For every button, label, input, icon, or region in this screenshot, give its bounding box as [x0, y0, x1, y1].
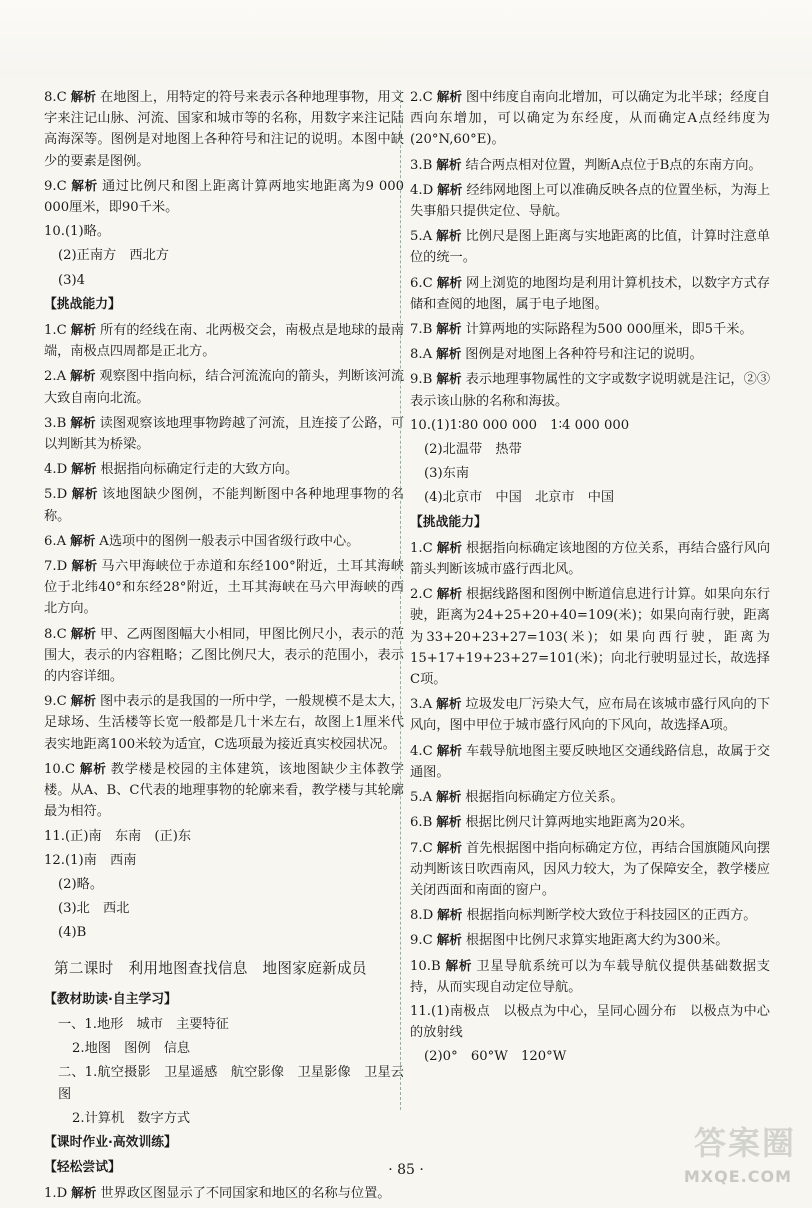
answer-text: (1)南 西南 — [64, 852, 137, 868]
answer-text: 首先根据图中指向标确定方位，再结合国旗随风向摆动判断该日吹西南风，因风力较大，为了保障安全，教学楼应关闭西面和南面的窗户。 — [410, 840, 771, 898]
answer-text: 马六甲海峡位于赤道和东经100°附近，土耳其海峡位于北纬40°和东经28°附近，土耳其海峡在马六甲海峡的西北方向。 — [44, 559, 404, 617]
answer-item — [44, 319, 404, 362]
column-divider — [400, 90, 401, 1110]
analysis-tag: 解析 — [437, 181, 463, 197]
watermark-url: MXQE.COM — [683, 1167, 792, 1186]
answer-item — [44, 86, 404, 172]
answer-item — [410, 740, 770, 783]
analysis-tag: 解析 — [436, 89, 462, 104]
section-heading: 【挑战能力】 — [410, 514, 487, 530]
answer-number: 8.C — [44, 90, 67, 105]
answer-item — [410, 583, 770, 690]
analysis-tag: 解析 — [436, 814, 462, 830]
answer-text: 2.地图 图例 信息 — [72, 1041, 191, 1057]
answer-text: (4)B — [58, 925, 87, 941]
answer-text: 车载导航地图主要反映地区交通线路信息，故属于交通图。 — [410, 743, 771, 780]
answer-text: 根据指向标确定方位关系。 — [465, 790, 624, 806]
answer-text: (2)0° 60°W 120°W — [424, 1049, 567, 1065]
answer-item — [44, 850, 404, 871]
section-heading: 【教材助读·自主学习】 — [44, 991, 177, 1007]
analysis-tag: 解析 — [71, 558, 98, 574]
answer-number: 7.B — [410, 322, 433, 338]
analysis-tag: 解析 — [436, 228, 462, 244]
answer-text: 教学楼是校园的主体建筑，该地图缺少主体教学楼。从A、B、C代表的地理事物的轮廓来看，教学楼与其轮廓最为相符。 — [44, 761, 404, 820]
answer-item — [410, 786, 770, 808]
analysis-tag: 解析 — [436, 789, 462, 805]
answer-item — [410, 487, 770, 508]
answer-item — [410, 837, 770, 902]
analysis-tag: 解析 — [71, 486, 99, 502]
answer-number: 11. — [410, 1003, 431, 1019]
answer-text: 世界政区图显示了不同国家和地区的名称与位置。 — [100, 1186, 391, 1202]
answer-item — [44, 690, 404, 755]
answer-number: 7.C — [410, 840, 433, 856]
answer-item — [44, 245, 404, 266]
answer-item — [410, 86, 770, 151]
answer-text: 网上浏览的地图均是利用计算机技术，以数字方式存储和查阅的地图，属于电子地图。 — [410, 275, 771, 312]
analysis-tag: 解析 — [70, 625, 96, 641]
answer-text: 观察图中指向标，结合河流流向的箭头，判断该河流大致自南向北流。 — [44, 369, 405, 406]
answer-text: 表示地理事物属性的文字或数字说明就是注记，②③表示该山脉的名称和海拔。 — [410, 372, 771, 409]
answer-text: (1)略。 — [64, 224, 111, 240]
answer-text: 图例是对地图上各种符号和注记的说明。 — [465, 347, 703, 363]
analysis-tag: 解析 — [436, 346, 462, 362]
answer-item — [44, 458, 404, 480]
answer-text: 根据指向标确定该地图的方位关系，再结合盛行风向箭头判断该城市盛行西北风。 — [410, 540, 771, 578]
answer-item — [44, 1108, 404, 1129]
answer-number: 3.B — [410, 157, 433, 173]
page-number: · 85 · — [388, 1162, 424, 1178]
answer-number: 8.D — [410, 908, 434, 924]
answer-item — [44, 898, 404, 919]
answer-text: 根据图中比例尺求算实地距离大约为300米。 — [465, 933, 729, 949]
answer-text: A选项中的图例一般表示中国省级行政中心。 — [99, 533, 360, 549]
answer-number: 11. — [44, 828, 65, 844]
answer-item — [410, 955, 770, 998]
answer-item — [44, 623, 404, 688]
answer-item — [44, 922, 404, 943]
analysis-tag: 解析 — [71, 461, 97, 477]
analysis-tag: 解析 — [436, 742, 462, 758]
answer-number: 3.B — [44, 415, 67, 431]
analysis-tag: 解析 — [436, 156, 462, 172]
answer-number: 5.A — [410, 790, 433, 806]
answer-text: (正)南 东南 (正)东 — [64, 828, 192, 844]
answer-item — [44, 874, 404, 895]
answer-item — [410, 154, 770, 176]
analysis-tag: 解析 — [436, 932, 462, 948]
analysis-tag: 解析 — [70, 414, 96, 430]
answer-item — [44, 365, 404, 408]
answer-number: 9.C — [44, 178, 67, 194]
answer-number: 5.A — [410, 229, 433, 245]
answer-item — [44, 221, 404, 242]
watermark-logo-text: 答案圈 — [693, 1124, 796, 1162]
section-heading: 【轻松尝试】 — [44, 1160, 121, 1176]
answer-text: 甲、乙两图图幅大小相同，甲图比例尺小，表示的范围大，表示的内容粗略；乙图比例尺大，表示的范围小，表示的内容详细。 — [44, 626, 405, 685]
answer-text: 比例尺是图上距离与实地距离的比值，计算时注意单位的统一。 — [410, 229, 771, 266]
answer-number: 10. — [44, 224, 65, 240]
answer-number: 3.A — [410, 697, 433, 713]
answer-item — [410, 272, 770, 315]
answer-text: (1)1∶80 000 000 1∶4 000 000 — [430, 417, 630, 433]
answer-number: 1.C — [410, 540, 433, 556]
answer-number: 6.A — [44, 533, 67, 549]
answer-number: 2.C — [410, 90, 433, 105]
answer-text: 根据指向标判断学校大致位于科技园区的正西方。 — [466, 908, 757, 924]
lesson-title: 第二课时 利用地图查找信息 地图家庭新成员 — [54, 959, 367, 977]
answer-item — [410, 693, 770, 736]
analysis-tag: 解析 — [437, 907, 463, 923]
answer-number: 4.C — [410, 743, 433, 759]
answer-text: 垃圾发电厂污染大气，应布局在该城市盛行风向的下风向，图中甲位于城市盛行风向的下风向，故选择A项。 — [410, 697, 771, 734]
answer-item — [410, 463, 770, 484]
answer-number: 2.C — [410, 587, 433, 603]
answer-item — [410, 537, 770, 580]
answer-number: 10.B — [410, 958, 441, 974]
answer-number: 1.C — [44, 323, 67, 339]
analysis-tag: 解析 — [444, 957, 473, 973]
answer-number: 9.C — [410, 933, 433, 949]
analysis-tag: 解析 — [70, 368, 96, 384]
answer-item — [410, 1046, 770, 1067]
answer-item — [410, 415, 770, 436]
answer-text: (1)南极点 以极点为中心，呈同心圆分布 以极点为中心的放射线 — [410, 1003, 770, 1041]
analysis-tag: 解析 — [436, 539, 462, 555]
answer-number: 1.D — [44, 1186, 68, 1202]
answer-text: (3)4 — [58, 272, 86, 288]
answer-item — [410, 343, 770, 365]
answer-number: 9.C — [44, 694, 67, 710]
analysis-tag: 解析 — [70, 693, 96, 709]
answer-text: 读图观察该地理事物跨越了河流，且连接了公路，可以判断其为桥梁。 — [44, 415, 405, 453]
answer-number: 10. — [410, 417, 431, 433]
answer-number: 10.C — [44, 761, 76, 777]
answer-text: (4)北京市 中国 北京市 中国 — [424, 490, 615, 506]
section-heading: 【课时作业·高效训练】 — [44, 1134, 177, 1150]
answer-text: 通过比例尺和图上距离计算两地实地距离为9 000 000厘米，即90千米。 — [44, 178, 404, 216]
answer-number: 5.D — [44, 487, 68, 503]
answer-text: 在地图上，用特定的符号来表示各种地理事物，用文字来注记山脉、河流、国家和城市等的名称，用数字来注记陆高海深等。图例是对地图上各种符号和注记的说明。本图中缺少的要素是图例。 — [44, 90, 405, 169]
answer-item — [44, 530, 404, 552]
answer-item — [44, 1038, 404, 1059]
answer-item — [410, 929, 770, 951]
answer-text: 二、1.航空摄影 卫星遥感 航空影像 卫星影像 卫星云图 — [58, 1065, 404, 1102]
answer-text: 一、1.地形 城市 主要特征 — [58, 1016, 229, 1032]
answer-number: 6.C — [410, 275, 433, 291]
answer-item — [410, 318, 770, 340]
answer-item — [410, 904, 770, 926]
answer-item — [44, 270, 404, 291]
answer-text: 计算两地的实际路程为500 000厘米，即5千米。 — [465, 322, 753, 338]
analysis-tag: 解析 — [79, 760, 107, 776]
answer-number: 9.B — [410, 372, 433, 388]
answer-text: (3)北 西北 — [58, 901, 130, 917]
answer-text: 结合两点相对位置，判断A点位于B点的东南方向。 — [465, 157, 762, 173]
answer-text: (2)正南方 西北方 — [58, 248, 169, 264]
answer-item — [44, 555, 404, 620]
analysis-tag: 解析 — [436, 371, 462, 387]
answer-item — [410, 179, 770, 222]
analysis-tag: 解析 — [436, 274, 462, 290]
analysis-tag: 解析 — [70, 89, 96, 104]
answer-text: 根据指向标确定行走的大致方向。 — [100, 462, 299, 478]
answer-item — [410, 811, 770, 833]
answer-item — [410, 1001, 770, 1043]
answer-number: 8.A — [410, 347, 433, 363]
section-heading: 【挑战能力】 — [44, 296, 121, 312]
answer-number: 8.C — [44, 626, 67, 642]
analysis-tag: 解析 — [70, 177, 98, 193]
answer-text: (2)北温带 热带 — [424, 442, 522, 458]
answer-item — [44, 826, 404, 847]
answer-number: 7.D — [44, 559, 68, 575]
analysis-tag: 解析 — [70, 322, 96, 338]
answer-item — [44, 483, 404, 526]
analysis-tag: 解析 — [436, 321, 462, 337]
answer-number: 4.D — [44, 462, 68, 478]
answer-text: 根据线路图和图例中断道信息进行计算。如果向东行驶，距离为24+25+20+40=109(米)；如果向南行驶，距离为33+20+23+27=103(米)；如果向西行驶，距离为15+17+19+23+27=101(米)；向北行驶明显过长，故选择C项。 — [410, 587, 771, 688]
analysis-tag: 解析 — [71, 1185, 97, 1201]
analysis-tag: 解析 — [436, 586, 462, 602]
answer-item — [410, 368, 770, 411]
answer-item — [44, 1182, 404, 1204]
answer-text: 经纬网地图上可以准确反映各点的位置坐标，为海上失事船只提供定位、导航。 — [410, 182, 771, 220]
answer-item — [410, 439, 770, 460]
analysis-tag: 解析 — [436, 696, 462, 712]
answer-text: 该地图缺少图例，不能判断图中各种地理事物的名称。 — [44, 487, 405, 524]
answer-item — [44, 1014, 404, 1035]
answer-text: 所有的经线在南、北两极交会，南极点是地球的最南端，南极点四周都是正北方。 — [44, 323, 405, 360]
answer-item — [44, 412, 404, 455]
page-top-margin — [0, 0, 812, 78]
analysis-tag: 解析 — [436, 839, 462, 855]
answer-text: (2)略。 — [58, 876, 104, 892]
answer-item — [44, 758, 404, 823]
answer-number: 6.B — [410, 815, 433, 831]
answer-item — [44, 1062, 404, 1104]
right-column — [410, 86, 770, 1071]
answer-text: 2.计算机 数字方式 — [72, 1110, 191, 1126]
answer-text: 卫星导航系统可以为车载导航仪提供基础数据支持，从而实现自动定位导航。 — [410, 958, 771, 995]
answer-text: 图中表示的是我国的一所中学，一般规模不是太大，足球场、生活楼等长宽一般都是几十米左右，故图上1厘米代表实地距离100米较为适宜，C选项最为接近真实校园状况。 — [44, 694, 405, 752]
left-column — [44, 86, 404, 1208]
analysis-tag: 解析 — [70, 532, 96, 548]
answer-number: 12. — [44, 852, 65, 868]
answer-text: (3)东南 — [424, 466, 470, 482]
answer-item — [44, 175, 404, 218]
answer-text: 图中纬度自南向北增加，可以确定为北半球；经度自西向东增加，可以确定为东经度，从而确定A点经纬度为(20°N,60°E)。 — [410, 90, 771, 148]
watermark-logo — [664, 1116, 804, 1192]
answer-number: 4.D — [410, 182, 434, 198]
answer-item — [410, 225, 770, 268]
answer-number: 2.A — [44, 369, 67, 385]
answer-text: 根据比例尺计算两地实地距离为20米。 — [465, 815, 694, 831]
